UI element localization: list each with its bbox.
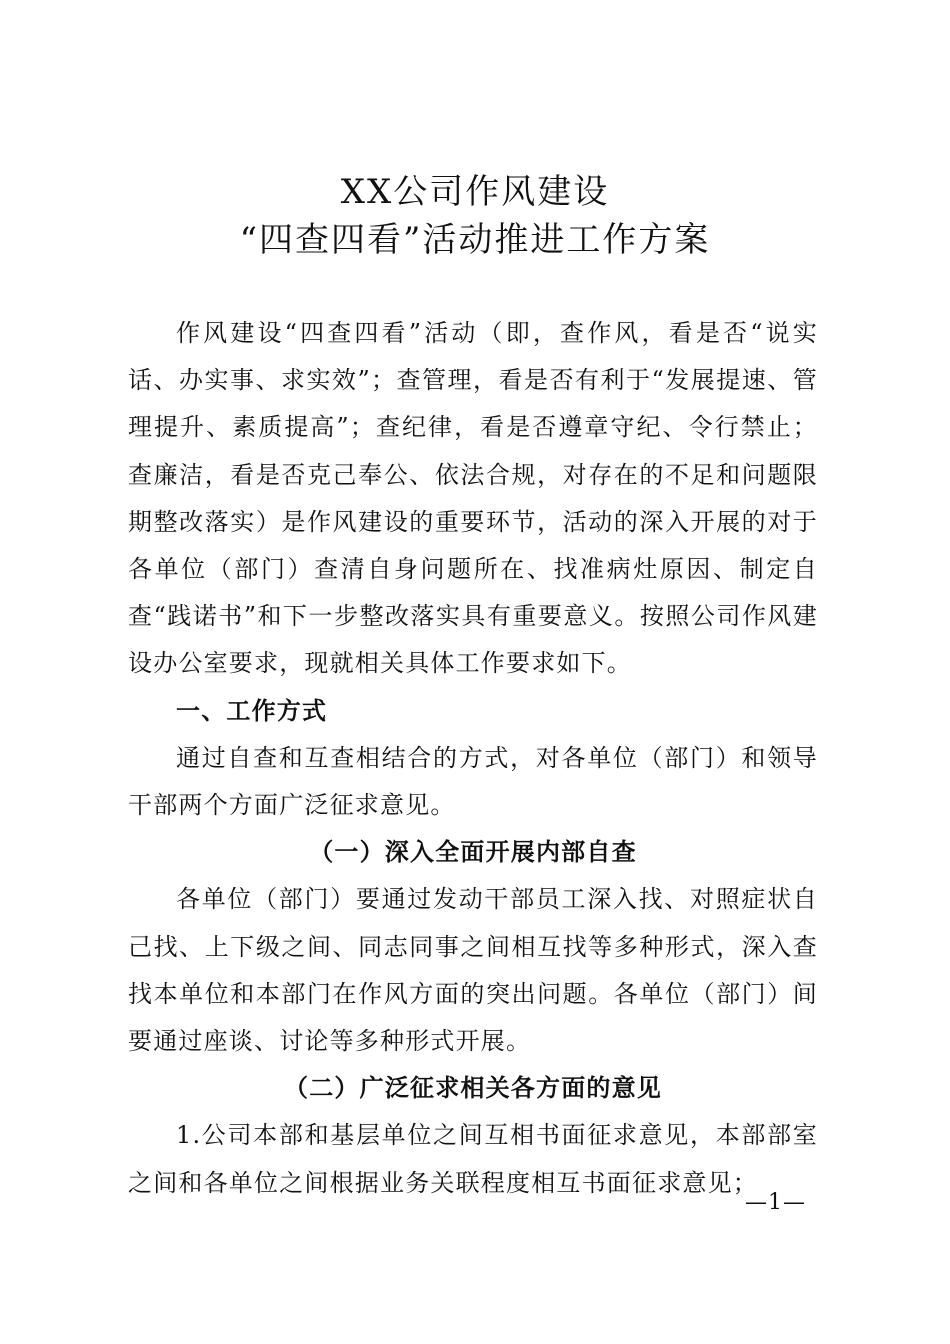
subsection-1-paragraph: 各单位（部门）要通过发动干部员工深入找、对照症状自己找、上下级之间、同志同事之间相互找等多种形式，深入查找本单位和本部门在作风方面的突出问题。各单位（部门）间要通过座谈、讨论等多种形式开展。: [128, 885, 818, 1056]
subsection-1-heading: （一）深入全面开展内部自查: [309, 838, 637, 867]
section-1-paragraph: 通过自查和互查相结合的方式，对各单位（部门）和领导干部两个方面广泛征求意见。: [128, 743, 818, 820]
page-number: —1—: [745, 1190, 806, 1215]
document-title-line-1: XX公司作风建设: [340, 172, 610, 212]
document-title-line-2: “四查四看”活动推进工作方案: [239, 220, 711, 260]
section-1-heading: 一、工作方式: [176, 696, 328, 725]
document-body: [128, 310, 818, 1207]
subsection-2-heading: （二）广泛征求相关各方面的意见: [284, 1074, 662, 1103]
intro-paragraph: 作风建设“四查四看”活动（即，查作风，看是否“说实话、办实事、求实效”；查管理，看是否有利于“发展提速、管理提升、素质提高”；查纪律，看是否遵章守纪、令行禁止；查廉洁，看是否克己奉公、依法合规，对存在的不足和问题限期整改落实）是作风建设的重要环节，活动的深入开展的对于各单位（部门）查清自身问题所在、找准病灶原因、制定自查“践诺书”和下一步整改落实具有重要意义。按照公司作风建设办公室要求，现就相关具体工作要求如下。: [128, 319, 818, 678]
subsection-2-item-1: 1.公司本部和基层单位之间互相书面征求意见，本部部室之间和各单位之间根据业务关联程度相互书面征求意见；: [128, 1121, 818, 1197]
